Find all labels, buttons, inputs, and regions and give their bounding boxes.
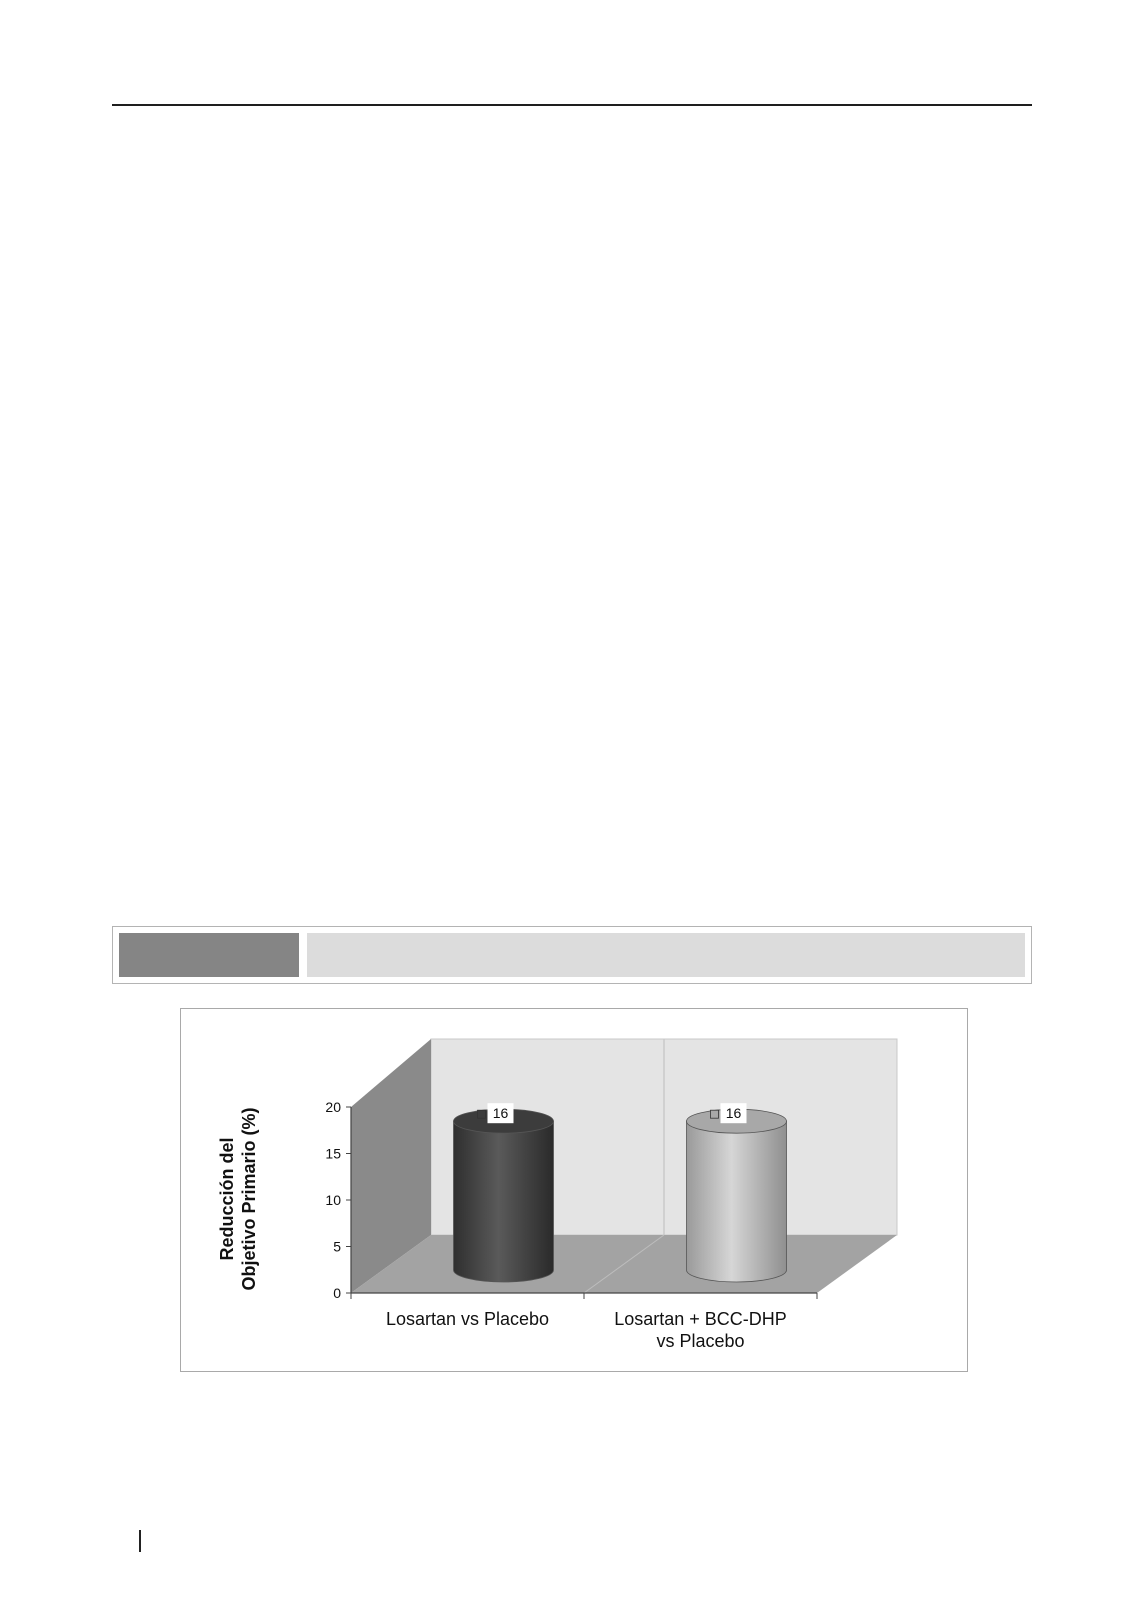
figure-caption-label-block <box>119 933 299 977</box>
y-tick-label: 0 <box>333 1285 341 1301</box>
header-rule <box>112 104 1032 106</box>
figure-caption-text-block <box>307 933 1025 977</box>
y-axis-title: Reducción del Objetivo Primario (%) <box>217 1107 259 1291</box>
y-tick-label: 20 <box>325 1099 341 1115</box>
y-tick-label: 10 <box>325 1192 341 1208</box>
bar-chart-3d <box>181 1009 967 1371</box>
footer-page-mark <box>139 1530 141 1552</box>
y-tick-label: 5 <box>333 1238 341 1255</box>
x-tick-label: Losartan vs Placebo <box>385 1309 550 1329</box>
data-label-marker <box>478 1110 486 1118</box>
chart-frame <box>180 1008 968 1372</box>
data-label: 16 <box>725 1105 742 1122</box>
y-tick-label: 15 <box>325 1145 341 1162</box>
bar-cylinder <box>454 1121 554 1282</box>
data-label-marker <box>711 1110 719 1118</box>
data-label: 16 <box>492 1105 509 1122</box>
figure-caption-bar <box>112 926 1032 984</box>
x-tick-label: Losartan + BCC-DHP vs Placebo <box>614 1309 787 1351</box>
bar-cylinder <box>687 1121 787 1282</box>
